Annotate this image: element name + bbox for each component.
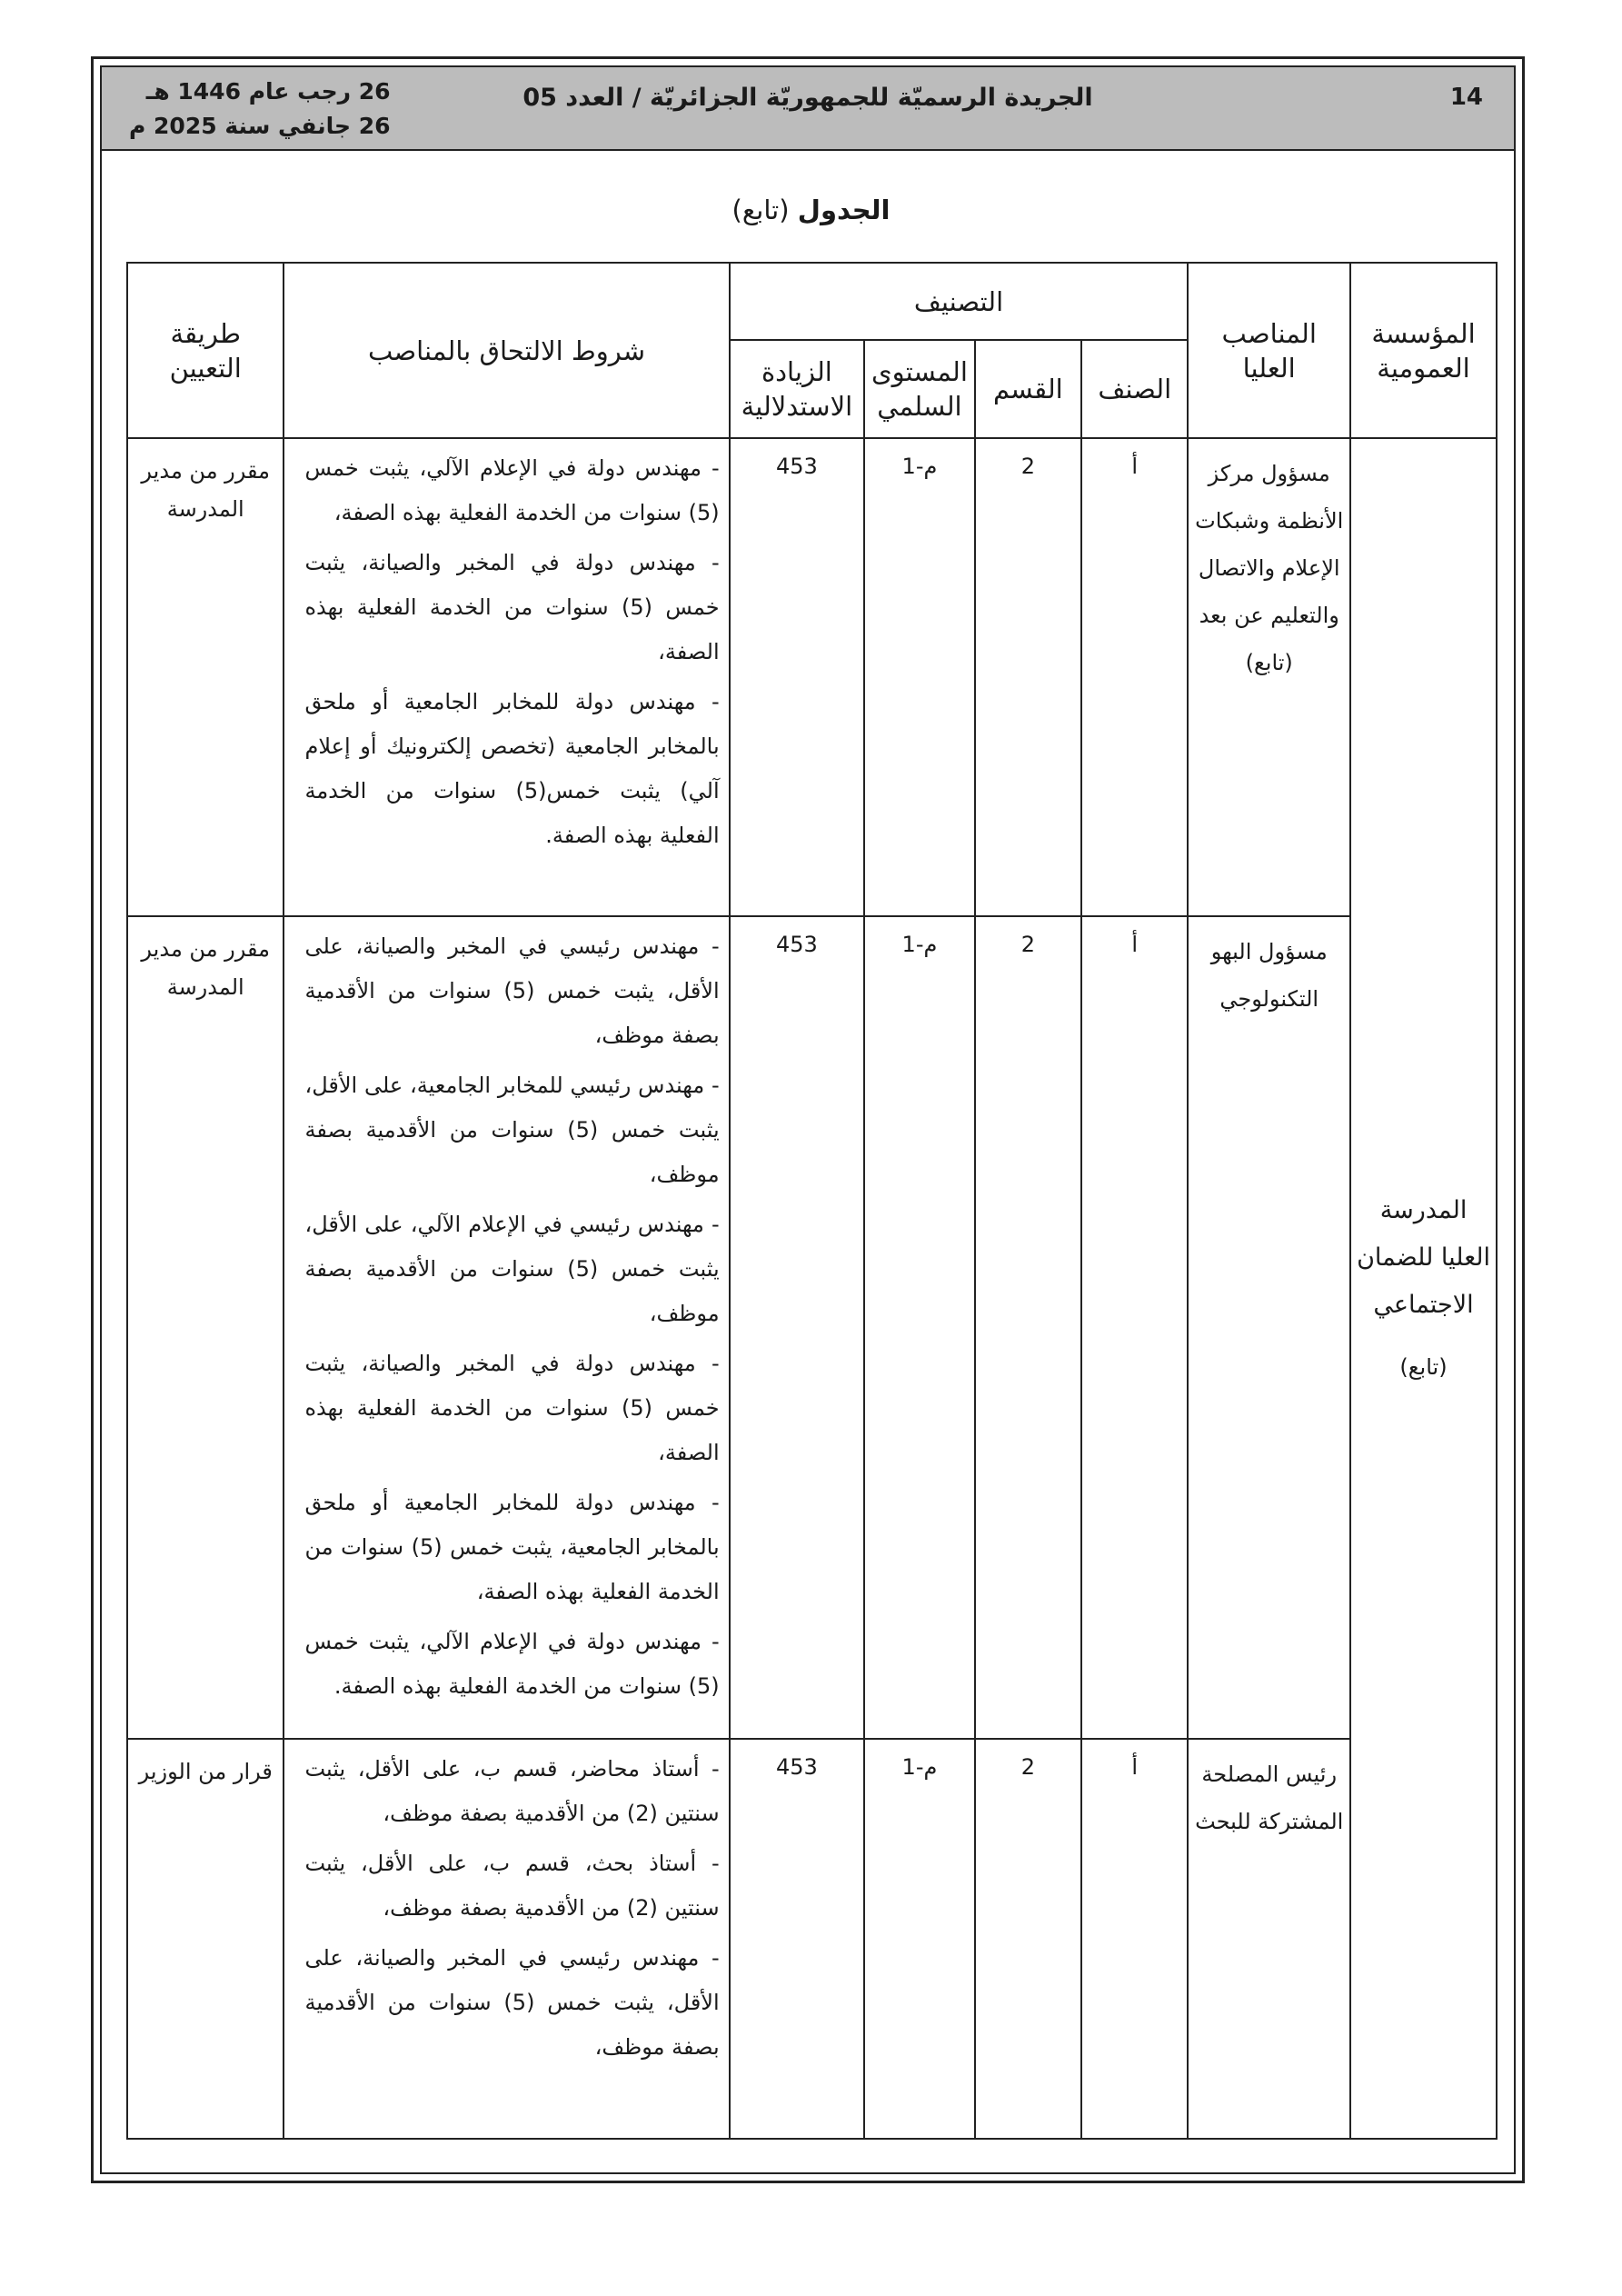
- category-value: أ: [1081, 438, 1188, 916]
- condition-item: - أستاذ محاضر، قسم ب، على الأقل، يثبت سنتين (2) من الأقدمية بصفة موظف،: [304, 1756, 720, 1826]
- conditions-cell: [284, 1739, 729, 2139]
- conditions-cell: [284, 438, 729, 916]
- table-row: [127, 438, 1497, 916]
- section-value: 2: [975, 1739, 1081, 2139]
- condition-item: - مهندس رئيسي للمخابر الجامعية، على الأقل، يثبت خمس (5) سنوات من الأقدمية بصفة موظف،: [304, 1073, 720, 1187]
- table-caption: [0, 195, 1622, 225]
- condition-item: - مهندس دولة في الإعلام الآلي، يثبت خمس (5) سنوات من الخدمة الفعلية بهذه الصفة.: [304, 1629, 720, 1699]
- increase-value: 453: [730, 438, 865, 916]
- header-classification: التصنيف: [730, 263, 1189, 340]
- institution-note: (تابع): [1399, 1353, 1448, 1380]
- caption-note: (تابع): [731, 195, 790, 225]
- header-level: المستوى السلمي: [864, 340, 975, 438]
- category-value: أ: [1081, 916, 1188, 1739]
- page-header: [102, 67, 1514, 151]
- caption-title: الجدول: [797, 195, 891, 225]
- header-method: طريقة التعيين: [127, 263, 284, 438]
- condition-item: - مهندس رئيسي في المخبر والصيانة، على الأقل، يثبت خمس (5) سنوات من الأقدمية بصفة موظف،: [304, 1945, 720, 2060]
- post-title: رئيس المصلحة المشتركة للبحث: [1188, 1739, 1350, 2139]
- section-value: 2: [975, 916, 1081, 1739]
- institution-cell: [1350, 438, 1497, 2139]
- section-value: 2: [975, 438, 1081, 916]
- issue-date: [129, 75, 391, 144]
- condition-item: - مهندس دولة للمخابر الجامعية أو ملحق بالمخابر الجامعية (تخصص إلكترونيك أو إعلام آلي) يثبت خمس(5) سنوات من الخدمة الفعلية بهذه الصفة.: [304, 689, 720, 848]
- institution-name: المدرسة العليا للضمان الاجتماعي: [1357, 1195, 1490, 1319]
- header-institution: المؤسسة العمومية: [1350, 263, 1497, 438]
- date-gregorian: 26 جانفي سنة 2025 م: [129, 113, 391, 139]
- level-value: م-1: [864, 1739, 975, 2139]
- condition-item: - مهندس دولة في الإعلام الآلي، يثبت خمس (5) سنوات من الخدمة الفعلية بهذه الصفة،: [304, 455, 720, 525]
- table-row: [127, 1739, 1497, 2139]
- condition-item: - مهندس رئيسي في المخبر والصيانة، على الأقل، يثبت خمس (5) سنوات من الأقدمية بصفة موظف،: [304, 933, 720, 1048]
- post-title: مسؤول مركز الأنظمة وشبكات الإعلام والاتصال والتعليم عن بعد (تابع): [1188, 438, 1350, 916]
- post-title: مسؤول البهو التكنولوجي: [1188, 916, 1350, 1739]
- level-value: م-1: [864, 438, 975, 916]
- positions-table: [126, 262, 1498, 2140]
- condition-item: - مهندس رئيسي في الإعلام الآلي، على الأقل، يثبت خمس (5) سنوات من الأقدمية بصفة موظف،: [304, 1212, 720, 1326]
- header-category: الصنف: [1081, 340, 1188, 438]
- appointment-method: مقرر من مدير المدرسة: [127, 438, 284, 916]
- appointment-method: مقرر من مدير المدرسة: [127, 916, 284, 1739]
- condition-item: - أستاذ بحث، قسم ب، على الأقل، يثبت سنتين (2) من الأقدمية بصفة موظف،: [304, 1851, 720, 1921]
- appointment-method: قرار من الوزير: [127, 1739, 284, 2139]
- increase-value: 453: [730, 916, 865, 1739]
- date-hijri: 26 رجب عام 1446 هـ: [145, 78, 391, 105]
- header-section: القسم: [975, 340, 1081, 438]
- header-conditions: شروط الالتحاق بالمناصب: [284, 263, 729, 438]
- condition-item: - مهندس دولة في المخبر والصيانة، يثبت خمس (5) سنوات من الخدمة الفعلية بهذه الصفة،: [304, 1351, 720, 1465]
- condition-item: - مهندس دولة في المخبر والصيانة، يثبت خمس (5) سنوات من الخدمة الفعلية بهذه الصفة،: [304, 550, 720, 664]
- condition-item: - مهندس دولة للمخابر الجامعية أو ملحق بالمخابر الجامعية، يثبت خمس (5) سنوات من الخدمة الفعلية بهذه الصفة،: [304, 1490, 720, 1604]
- header-increase: الزيادة الاستدلالية: [730, 340, 865, 438]
- increase-value: 453: [730, 1739, 865, 2139]
- page-number: 14: [1449, 84, 1483, 111]
- category-value: أ: [1081, 1739, 1188, 2139]
- table-row: [127, 916, 1497, 1739]
- conditions-cell: [284, 916, 729, 1739]
- level-value: م-1: [864, 916, 975, 1739]
- header-post: المناصب العليا: [1188, 263, 1350, 438]
- journal-title: الجريدة الرسميّة للجمهوريّة الجزائريّة / العدد 05: [522, 84, 1093, 112]
